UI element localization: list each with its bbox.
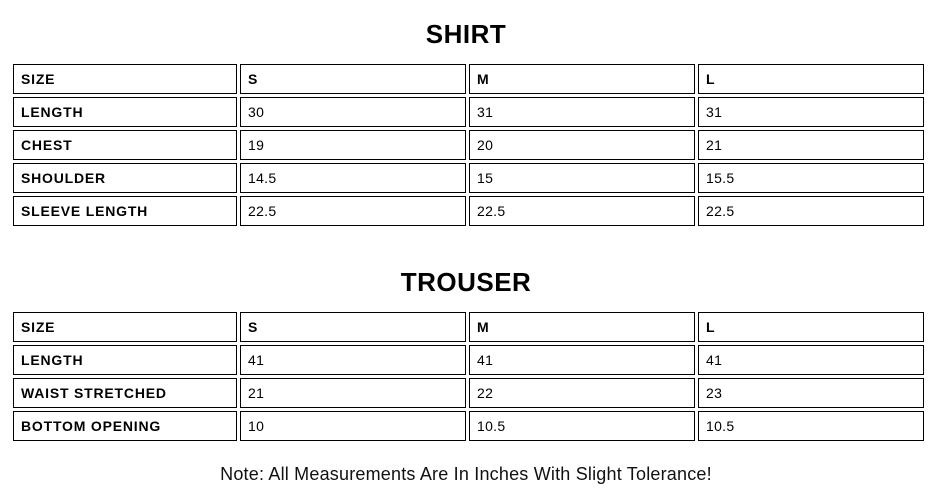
table-cell: 14.5	[240, 163, 466, 193]
row-label-shoulder: SHOULDER	[13, 163, 237, 193]
table-cell: 22	[469, 378, 695, 408]
table-row	[13, 163, 924, 193]
trouser-size-table	[10, 309, 927, 444]
header-cell-l: L	[698, 312, 924, 342]
table-row	[13, 130, 924, 160]
table-cell: 21	[240, 378, 466, 408]
header-cell-m: M	[469, 64, 695, 94]
table-cell: 41	[469, 345, 695, 375]
table-cell: 30	[240, 97, 466, 127]
table-cell: 10.5	[698, 411, 924, 441]
header-cell-l: L	[698, 64, 924, 94]
table-row	[13, 196, 924, 226]
row-label-chest: CHEST	[13, 130, 237, 160]
row-label-length: LENGTH	[13, 345, 237, 375]
table-cell: 22.5	[240, 196, 466, 226]
table-cell: 15.5	[698, 163, 924, 193]
shirt-section-title: SHIRT	[425, 19, 507, 49]
table-cell: 10	[240, 411, 466, 441]
shirt-size-table	[10, 61, 927, 229]
table-cell: 41	[698, 345, 924, 375]
header-cell-m: M	[469, 312, 695, 342]
header-cell-size: SIZE	[13, 64, 237, 94]
table-row	[13, 345, 924, 375]
table-cell: 19	[240, 130, 466, 160]
table-header-row	[13, 64, 924, 94]
measurement-note: Note: All Measurements Are In Inches With Slight Tolerance!	[220, 464, 712, 484]
table-cell: 10.5	[469, 411, 695, 441]
table-header-row	[13, 312, 924, 342]
table-row	[13, 378, 924, 408]
row-label-length: LENGTH	[13, 97, 237, 127]
row-label-sleeve-length: SLEEVE LENGTH	[13, 196, 237, 226]
table-cell: 31	[469, 97, 695, 127]
table-cell: 22.5	[698, 196, 924, 226]
header-cell-s: S	[240, 312, 466, 342]
table-cell: 21	[698, 130, 924, 160]
table-cell: 22.5	[469, 196, 695, 226]
header-cell-size: SIZE	[13, 312, 237, 342]
row-label-bottom-opening: BOTTOM OPENING	[13, 411, 237, 441]
table-row	[13, 97, 924, 127]
row-label-waist-stretched: WAIST STRETCHED	[13, 378, 237, 408]
table-cell: 20	[469, 130, 695, 160]
table-cell: 41	[240, 345, 466, 375]
table-cell: 31	[698, 97, 924, 127]
header-cell-s: S	[240, 64, 466, 94]
table-row	[13, 411, 924, 441]
trouser-section-title: TROUSER	[400, 267, 532, 297]
table-cell: 23	[698, 378, 924, 408]
table-cell: 15	[469, 163, 695, 193]
